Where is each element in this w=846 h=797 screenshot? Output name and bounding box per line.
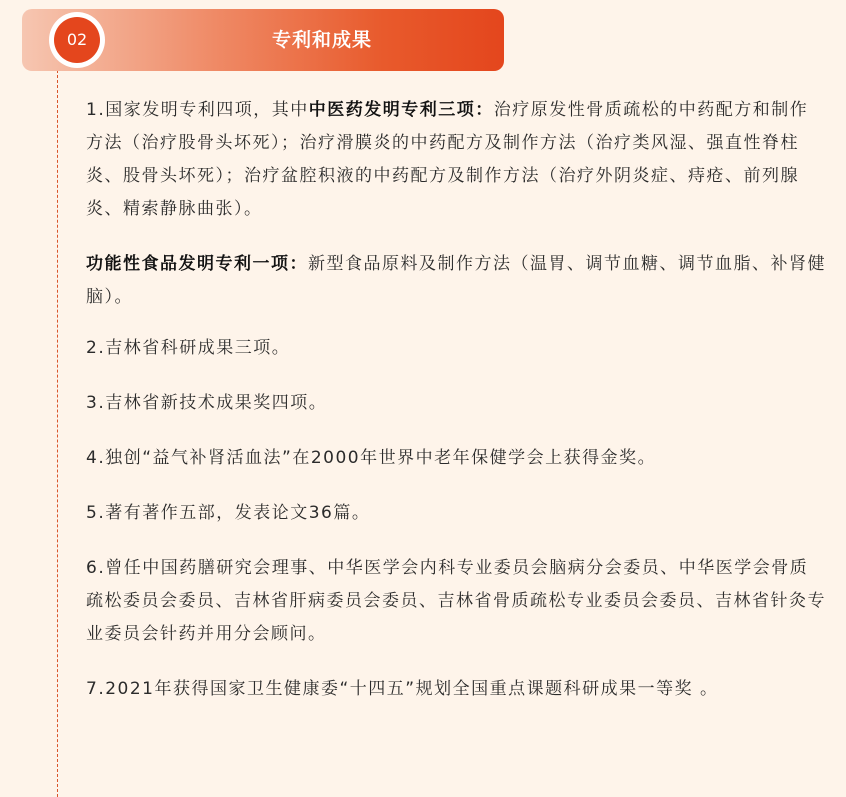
paragraph-patents xyxy=(86,94,826,226)
section-number-badge-ring xyxy=(49,12,105,68)
paragraph-functional-food xyxy=(86,248,826,314)
paragraph-publications: 5.著有著作五部，发表论文36篇。 xyxy=(86,503,371,523)
functional-food-highlight: 功能性食品发明专利一项： xyxy=(86,254,308,274)
paragraph-research-results: 2.吉林省科研成果三项。 xyxy=(86,338,291,358)
section-number-badge: 02 xyxy=(54,17,100,63)
timeline-dashed-line xyxy=(57,70,58,797)
patents-tcm-highlight: 中医药发明专利三项： xyxy=(308,100,494,120)
paragraph-gold-award: 4.独创“益气补肾活血法”在2000年世界中老年保健学会上获得金奖。 xyxy=(86,448,657,468)
section-title: 专利和成果 xyxy=(271,29,372,51)
paragraph-positions: 6.曾任中国药膳研究会理事、中华医学会内科专业委员会脑病分会委员、中华医学会骨质疏松委员会委员、吉林省肝病委员会委员、吉林省骨质疏松专业委员会委员、吉林省针灸专业委员会针药并用分会顾问。 xyxy=(86,558,826,644)
paragraph-2021-award: 7.2021年获得国家卫生健康委“十四五”规划全国重点课题科研成果一等奖 。 xyxy=(86,679,719,699)
functional-food-details: 新型食品原料及制作方法（温胃、调节血糖、调节血脂、补肾健脑）。 xyxy=(86,254,826,307)
paragraph-new-tech-awards: 3.吉林省新技术成果奖四项。 xyxy=(86,393,328,413)
patents-prefix: 1.国家发明专利四项，其中 xyxy=(86,100,309,120)
content-body xyxy=(86,94,826,728)
patents-details: 治疗原发性骨质疏松的中药配方和制作方法（治疗股骨头坏死）；治疗滑膜炎的中药配方及制作方法（治疗类风湿、强直性脊柱炎、股骨头坏死）；治疗盆腔积液的中药配方及制作方法（治疗外阴炎症、痔疮、前列腺炎、精索静脉曲张）。 xyxy=(86,100,809,219)
